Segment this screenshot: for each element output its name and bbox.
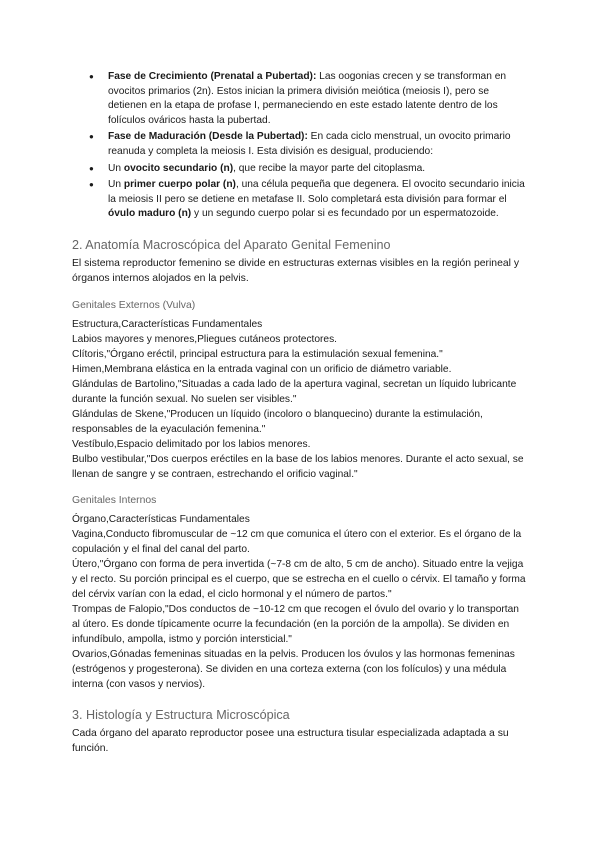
section-heading-anatomy: 2. Anatomía Macroscópica del Aparato Genital Femenino — [72, 237, 391, 252]
bullet-prefix: Un — [108, 179, 124, 191]
list-item — [72, 178, 528, 222]
table-row: Órgano,Características Fundamentales — [72, 513, 250, 525]
bullet-text: , una célula pequeña que degenera. El ovocito secundario inicia la meiosis II pero se detiene en metafase II. Solo completará esta división para formar el — [108, 179, 525, 205]
bullet-bold-term: ovocito secundario (n) — [123, 162, 234, 174]
table-row: Vagina,Conducto fibromuscular de ~12 cm que comunica el útero con el exterior. Es el órgano de la copulación y el final del canal del parto. — [72, 528, 522, 555]
external-genitalia-table — [72, 317, 528, 482]
bullet-bold-term: Fase de Crecimiento (Prenatal a Pubertad): — [108, 71, 317, 82]
page-content — [72, 70, 528, 757]
bullet-text: En cada ciclo menstrual, un ovocito primario reanuda y completa la meiosis I. Esta división es desigual, produciendo: — [108, 131, 511, 157]
list-item — [72, 130, 528, 159]
oogenesis-bullet-list — [72, 70, 528, 222]
table-row: Clítoris,"Órgano eréctil, principal estructura para la estimulación sexual femenina." — [72, 348, 443, 360]
table-row: Bulbo vestibular,"Dos cuerpos eréctiles en la base de los labios menores. Durante el acto sexual, se llenan de sangre y se contraen, estrechando el orificio vaginal." — [72, 453, 524, 480]
section-intro-anatomy: El sistema reproductor femenino se divide en estructuras externas visibles en la región perineal y órganos internos alojados en la pelvis. — [72, 257, 520, 285]
table-row: Trompas de Falopio,"Dos conductos de ~10-12 cm que recogen el óvulo del ovario y lo transportan al útero. Es donde típicamente ocurre la fecundación (en la porción de la ampolla). Se dividen en infundíbulo, ampolla, istmo y porción intersticial." — [72, 603, 519, 645]
table-row: Vestíbulo,Espacio delimitado por los labios menores. — [72, 438, 311, 450]
bullet-bold-term-2: óvulo maduro (n) — [108, 208, 192, 220]
subheading-internal-genitalia: Genitales Internos — [72, 494, 157, 506]
section-intro-histology: Cada órgano del aparato reproductor posee una estructura tisular especializada adaptada a su función. — [72, 727, 509, 755]
bullet-bold-term: Fase de Maduración (Desde la Pubertad): — [108, 131, 308, 143]
internal-genitalia-table — [72, 512, 528, 692]
table-row: Ovarios,Gónadas femeninas situadas en la pelvis. Producen los óvulos y las hormonas femeninas (estrógenos y progesterona). Se dividen en una corteza externa (con los folículos) y una médula interna (con vasos y nervios). — [72, 648, 515, 690]
bullet-bold-term: primer cuerpo polar (n) — [123, 179, 236, 191]
subheading-external-genitalia: Genitales Externos (Vulva) — [72, 299, 196, 311]
table-row: Labios mayores y menores,Pliegues cutáneos protectores. — [72, 333, 338, 345]
bullet-text: , que recibe la mayor parte del citoplasma. — [233, 162, 426, 174]
section-heading-histology: 3. Histología y Estructura Microscópica — [72, 707, 290, 722]
table-row: Glándulas de Bartolino,"Situadas a cada lado de la apertura vaginal, secretan un líquido lubricante durante la función sexual. No suelen ser visibles." — [72, 378, 517, 405]
bullet-text: Las oogonias crecen y se transforman en ovocitos primarios (2n). Estos inician la primera división meiótica (meiosis I), pero se detienen en la etapa de profase I, permaneciendo en este estado latente dentro de los folículos ováricos hasta la pubertad. — [108, 71, 507, 126]
table-row: Glándulas de Skene,"Producen un líquido (incoloro o blanquecino) durante la estimulación, responsables de la eyaculación femenina." — [72, 408, 483, 435]
list-item — [72, 70, 528, 128]
table-row: Estructura,Características Fundamentales — [72, 318, 263, 330]
list-item — [72, 162, 528, 177]
bullet-text-2: y un segundo cuerpo polar si es fecundado por un espermatozoide. — [191, 208, 499, 220]
bullet-prefix: Un — [108, 162, 124, 174]
table-row: Himen,Membrana elástica en la entrada vaginal con un orificio de diámetro variable. — [72, 363, 452, 375]
table-row: Útero,"Órgano con forma de pera invertida (~7-8 cm de alto, 5 cm de ancho). Situado entre la vejiga y el recto. Su porción principal es el cuerpo, que se estrecha en el cuello o cérvix. El tamaño y forma del cérvix varían con la edad, el ciclo hormonal y el número de partos." — [72, 558, 526, 600]
